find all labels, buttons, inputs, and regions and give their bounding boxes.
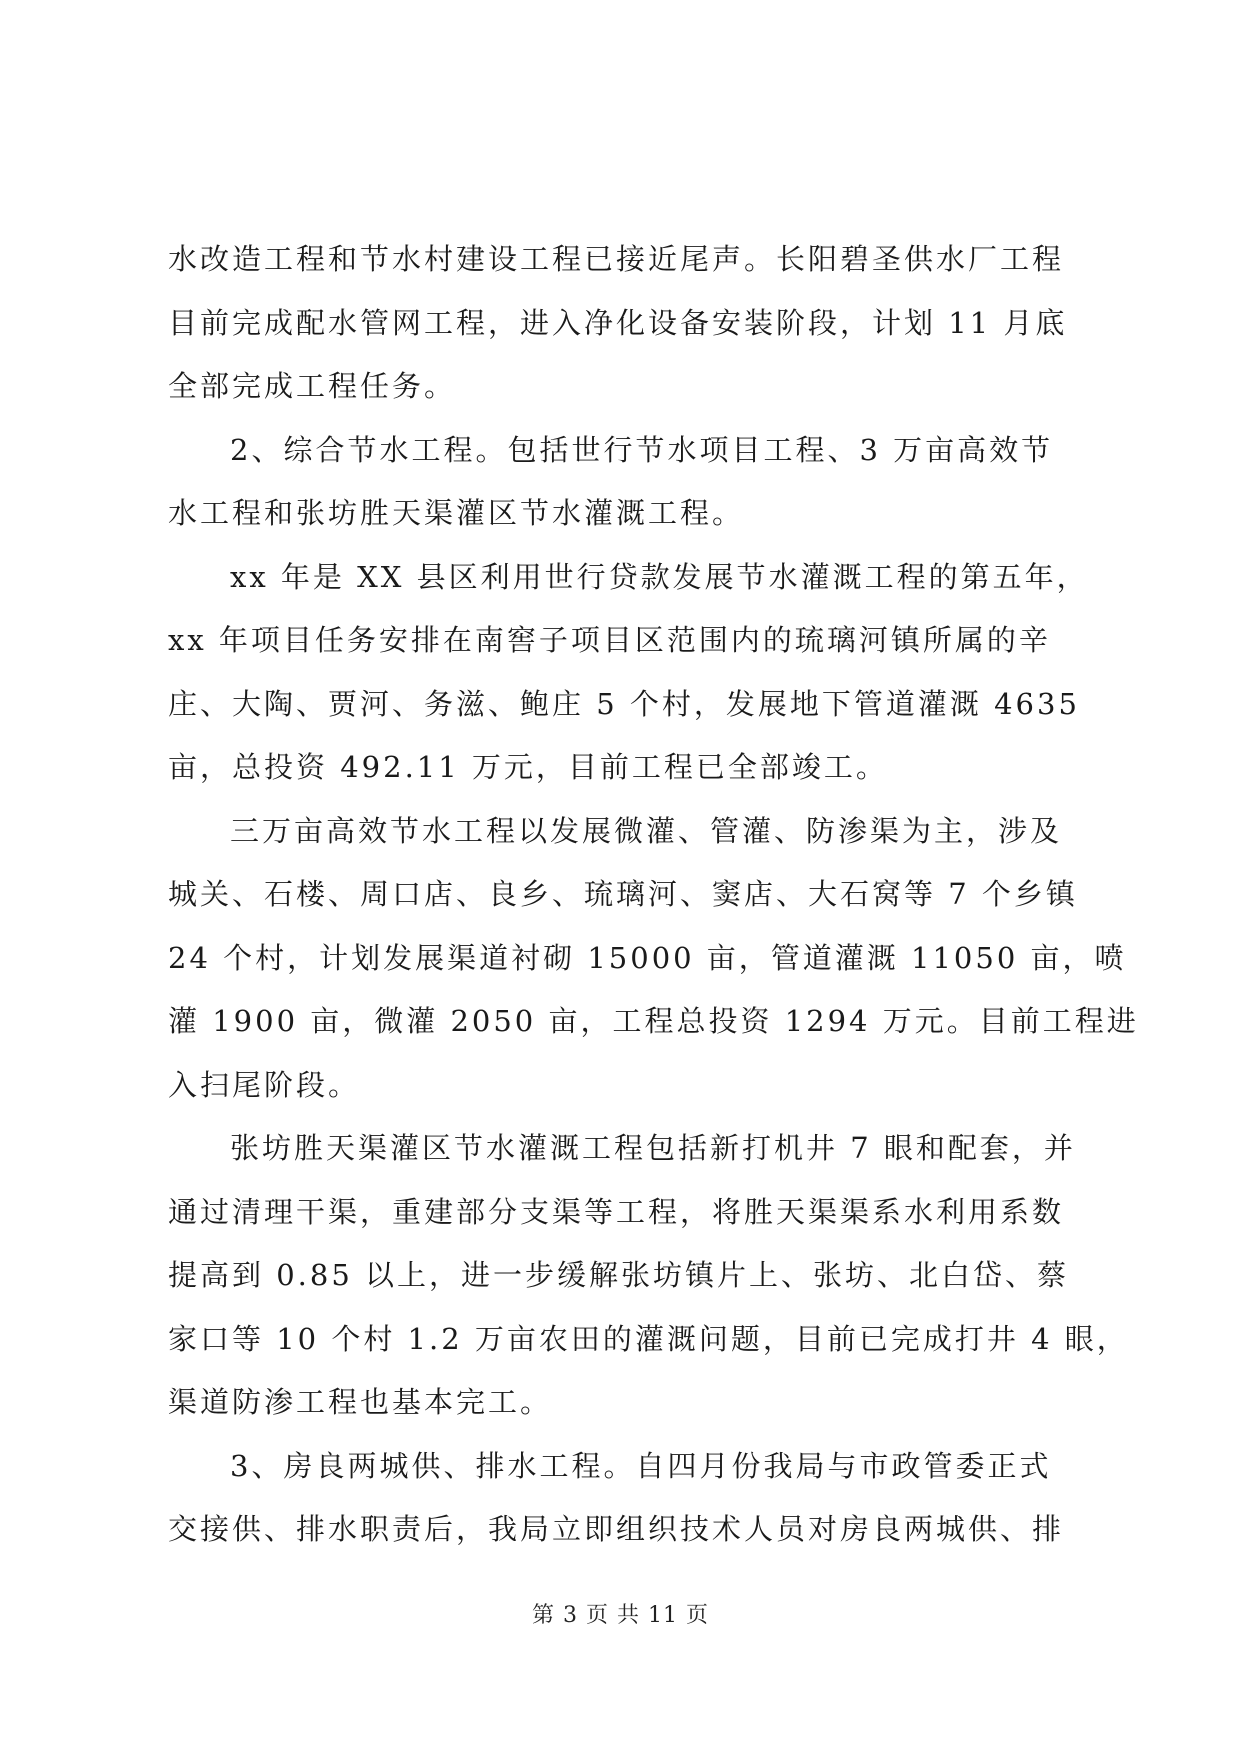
text-line: 灌 1900 亩，微灌 2050 亩，工程总投资 1294 万元。目前工程进 [168,1004,1139,1038]
text-line: 24 个村，计划发展渠道衬砌 15000 亩，管道灌溉 11050 亩，喷 [168,940,1127,975]
paragraph-start-line: xx 年是 XX 县区利用世行贷款发展节水灌溉工程的第五年， [230,559,1089,594]
text-line: 通过清理干渠，重建部分支渠等工程，将胜天渠渠系水利用系数 [168,1194,1065,1229]
text-line: 水工程和张坊胜天渠灌区节水灌溉工程。 [168,496,745,530]
text-line: 目前完成配水管网工程，进入净化设备安装阶段，计划 11 月底 [168,305,1068,340]
text-line: 城关、石楼、周口店、良乡、琉璃河、窦店、大石窝等 7 个乡镇 [168,877,1078,911]
text-line: 家口等 10 个村 1.2 万亩农田的灌溉问题，目前已完成打井 4 眼， [168,1321,1129,1356]
text-line: xx 年项目任务安排在南窖子项目区范围内的琉璃河镇所属的辛 [168,623,1051,657]
text-line: 水改造工程和节水村建设工程已接近尾声。长阳碧圣供水厂工程 [168,242,1065,276]
text-line: 亩，总投资 492.11 万元，目前工程已全部竣工。 [168,750,888,784]
paragraph-start-line: 2、综合节水工程。包括世行节水项目工程、3 万亩高效节 [230,432,1054,467]
text-line: 提高到 0.85 以上，进一步缓解张坊镇片上、张坊、北白岱、蔡 [168,1258,1070,1292]
paragraph-start-line: 3、房良两城供、排水工程。自四月份我局与市政管委正式 [230,1448,1052,1483]
text-line: 渠道防渗工程也基本完工。 [168,1385,553,1419]
text-line: 入扫尾阶段。 [168,1067,361,1102]
paragraph-start-line: 三万亩高效节水工程以发展微灌、管灌、防渗渠为主，涉及 [230,813,1063,848]
paragraph-start-line: 张坊胜天渠灌区节水灌溉工程包括新打机井 7 眼和配套，并 [230,1131,1076,1165]
text-line: 交接供、排水职责后，我局立即组织技术人员对房良两城供、排 [168,1512,1065,1546]
document-body [168,228,1139,1562]
text-line: 庄、大陶、贾河、务滋、鲍庄 5 个村，发展地下管道灌溉 4635 [168,686,1080,721]
page-number-footer: 第 3 页 共 11 页 [532,1603,709,1628]
text-line: 全部完成工程任务。 [168,369,457,403]
